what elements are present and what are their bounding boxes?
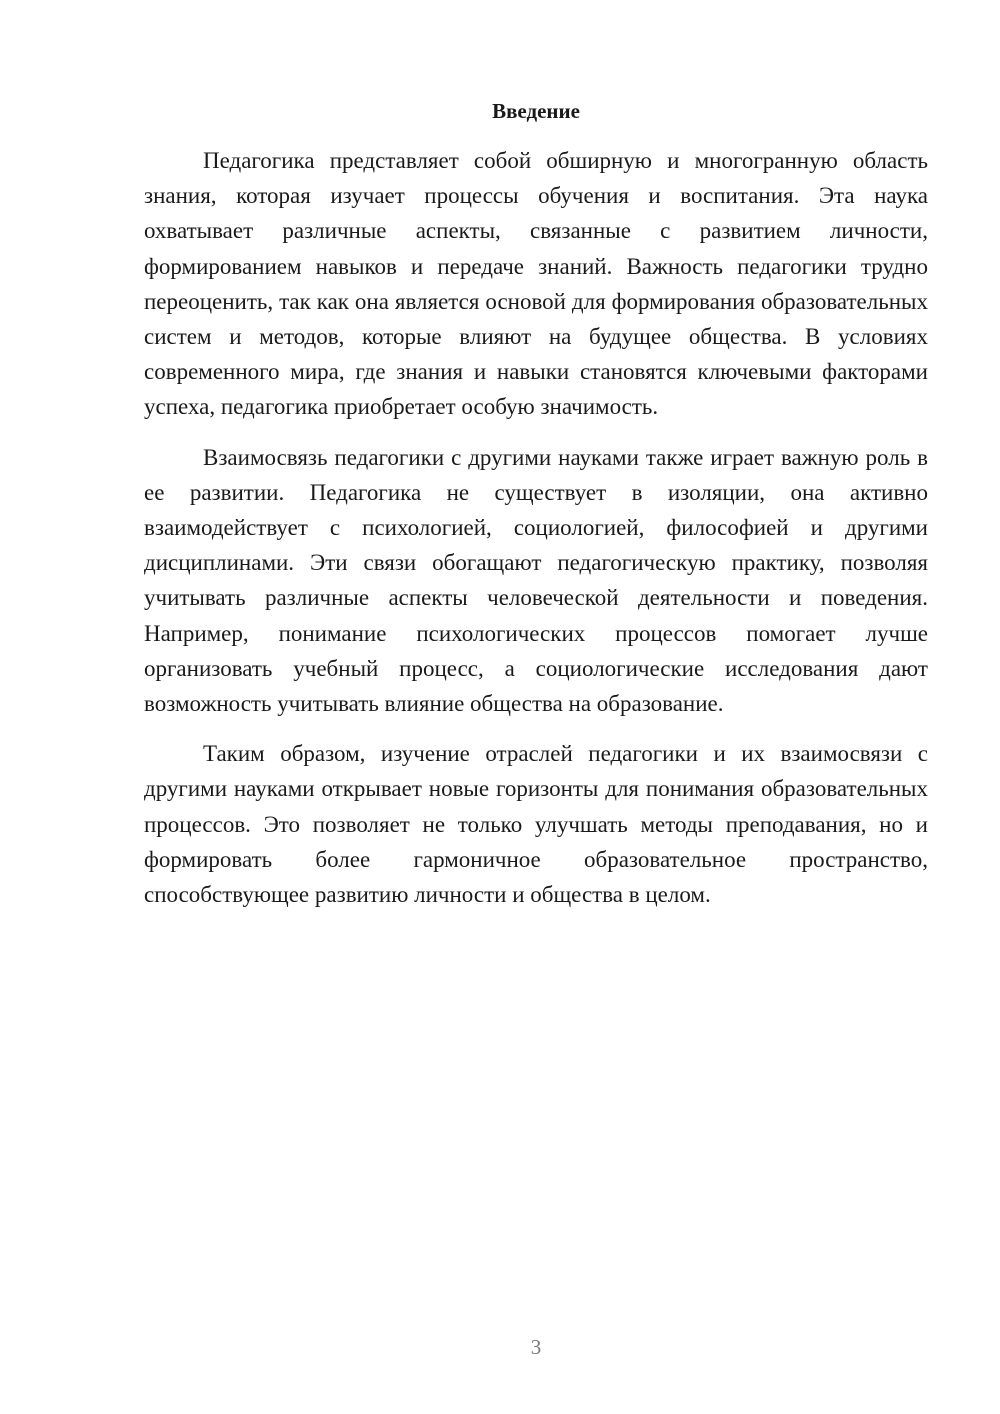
section-heading: Введение bbox=[492, 99, 580, 123]
paragraph-interrelation: Взаимосвязь педагогики с другими науками также играет важную роль в ее развитии. Педагогика не существует в изоляции, она активно взаимодействует с психологией, социологией, философией и другими дисциплинами. Эти связи обогащают педагогическую практику, позволяя учитывать различные аспекты человеческой деятельности и поведения. Например, понимание психологических процессов помогает лучше организовать учебный процесс, а социологические исследования дают возможность учитывать влияние общества на образование. bbox=[144, 444, 928, 717]
paragraph-intro: Педагогика представляет собой обширную и многогранную область знания, которая изучает процессы обучения и воспитания. Эта наука охватывает различные аспекты, связанные с развитием личности, формированием навыков и передаче знаний. Важность педагогики трудно переоценить, так как она является основой для формирования образовательных систем и методов, которые влияют на будущее общества. В условиях современного мира, где знания и навыки становятся ключевыми факторами успеха, педагогика приобретает особую значимость. bbox=[144, 148, 928, 420]
page-number: 3 bbox=[530, 1335, 542, 1359]
paragraph-conclusion: Таким образом, изучение отраслей педагогики и их взаимосвязи с другими науками открывает новые горизонты для понимания образовательных процессов. Это позволяет не только улучшать методы преподавания, но и формировать более гармоничное образовательное пространство, способствующее развитию личности и общества в целом. bbox=[144, 741, 928, 908]
body-text bbox=[144, 143, 928, 927]
